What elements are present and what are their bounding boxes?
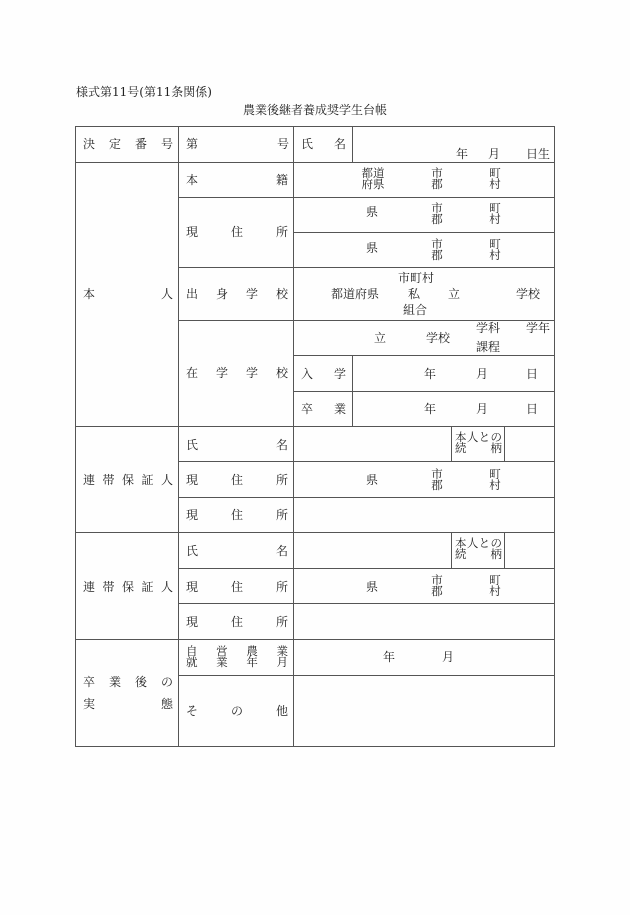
honseki-label: 本 籍 (186, 173, 288, 187)
pref-label: 県 (366, 473, 379, 487)
city-label: 市 (431, 166, 443, 180)
decision-number-label: 決 定 番 号 (83, 137, 173, 151)
other-field[interactable] (293, 675, 555, 747)
name-label: 氏 名 (301, 137, 346, 151)
day-label: 日 (526, 402, 539, 416)
month-label: 月 (476, 367, 489, 381)
current-school-field[interactable] (293, 320, 555, 356)
graduate-date-field[interactable] (352, 391, 555, 427)
guarantor-name-label: 氏 名 (186, 438, 288, 452)
guarantor-address2-label: 現 住 所 (186, 615, 288, 629)
department-label: 学科 (476, 321, 501, 335)
municipal-label: 市町村 (398, 271, 435, 285)
city-label: 市 (431, 573, 443, 587)
pref-label: 府県 (361, 177, 385, 191)
pref-label: 都道 (361, 166, 385, 180)
name-birthdate-field[interactable] (352, 126, 555, 163)
guarantor-label: 連 帯 保 証 人 (83, 580, 173, 594)
gun-label: 郡 (431, 478, 443, 492)
relation-label: 続 柄 (455, 547, 502, 561)
month-label: 月 (476, 402, 489, 416)
farming-start-field[interactable] (293, 639, 555, 676)
year-label: 年 (383, 650, 396, 664)
guarantor-label: 連 帯 保 証 人 (83, 473, 173, 487)
month-label: 月 (488, 147, 501, 161)
guarantor-2-name-field[interactable] (293, 532, 452, 569)
self-label: 本 人 (83, 287, 173, 301)
gun-label: 郡 (431, 177, 443, 191)
dai-label: 第 (186, 137, 199, 151)
birth-day-label: 日生 (526, 147, 551, 161)
gun-label: 郡 (431, 248, 443, 262)
private-label: 私 (408, 287, 421, 301)
enroll-label: 入 学 (301, 367, 346, 381)
farming-label: 自 営 農 業 (186, 644, 288, 658)
relation-label: 本人との (455, 430, 502, 444)
day-label: 日 (526, 367, 539, 381)
relation-label: 本人との (455, 536, 502, 550)
gun-label: 郡 (431, 212, 443, 226)
course-label: 課程 (476, 340, 501, 354)
city-label: 市 (431, 237, 443, 251)
year-label: 年 (456, 147, 469, 161)
pref-label: 県 (366, 241, 379, 255)
town-label: 町 (489, 237, 501, 251)
ritsu-label: 立 (448, 287, 461, 301)
school-label: 学校 (516, 287, 541, 301)
graduate-label: 卒 業 (301, 402, 346, 416)
guarantor-name-label: 氏 名 (186, 544, 288, 558)
address-field-1[interactable] (293, 197, 555, 233)
guarantor-2-relation-field[interactable] (504, 532, 555, 569)
town-label: 町 (489, 467, 501, 481)
year-label: 年 (424, 367, 437, 381)
pref-label: 県 (366, 580, 379, 594)
guarantor-address-label: 現 住 所 (186, 473, 288, 487)
union-label: 組合 (403, 303, 428, 317)
guarantor-1-name-field[interactable] (293, 426, 452, 462)
grade-label: 学年 (526, 321, 551, 335)
address-field-2[interactable] (293, 232, 555, 268)
guarantor-1-address2-field[interactable] (293, 497, 555, 533)
year-label: 年 (424, 402, 437, 416)
city-label: 市 (431, 467, 443, 481)
after-graduation-label: 実 態 (83, 697, 173, 711)
gun-label: 郡 (431, 584, 443, 598)
page-title: 農業後継者養成奨学生台帳 (242, 103, 387, 117)
village-label: 村 (489, 248, 501, 262)
employment-date-label: 就 業 年 月 (186, 655, 288, 669)
village-label: 村 (489, 584, 501, 598)
other-label: そ の 他 (186, 704, 288, 718)
guarantor-address2-label: 現 住 所 (186, 508, 288, 522)
after-graduation-label: 卒 業 後 の (83, 675, 173, 689)
town-label: 町 (489, 166, 501, 180)
town-label: 町 (489, 201, 501, 215)
guarantor-1-relation-field[interactable] (504, 426, 555, 462)
pref-label: 都道府県 (331, 287, 380, 301)
month-label: 月 (442, 650, 455, 664)
village-label: 村 (489, 177, 501, 191)
school-label: 学校 (426, 331, 451, 345)
honseki-field[interactable] (293, 162, 555, 198)
city-label: 市 (431, 201, 443, 215)
village-label: 村 (489, 212, 501, 226)
address-label: 現 住 所 (186, 225, 288, 239)
origin-school-label: 出 身 学 校 (186, 287, 288, 301)
guarantor-2-address2-field[interactable] (293, 603, 555, 640)
form-number: 様式第11号(第11条関係) (76, 85, 212, 99)
town-label: 町 (489, 573, 501, 587)
pref-label: 県 (366, 205, 379, 219)
guarantor-1-address-field[interactable] (293, 461, 555, 498)
current-school-label: 在 学 学 校 (186, 366, 288, 380)
go-label: 号 (277, 137, 290, 151)
enroll-date-field[interactable] (352, 355, 555, 392)
after-graduation-label-cell (75, 639, 179, 747)
ritsu-label: 立 (374, 331, 387, 345)
guarantor-2-address-field[interactable] (293, 568, 555, 604)
guarantor-address-label: 現 住 所 (186, 580, 288, 594)
village-label: 村 (489, 478, 501, 492)
relation-label: 続 柄 (455, 441, 502, 455)
